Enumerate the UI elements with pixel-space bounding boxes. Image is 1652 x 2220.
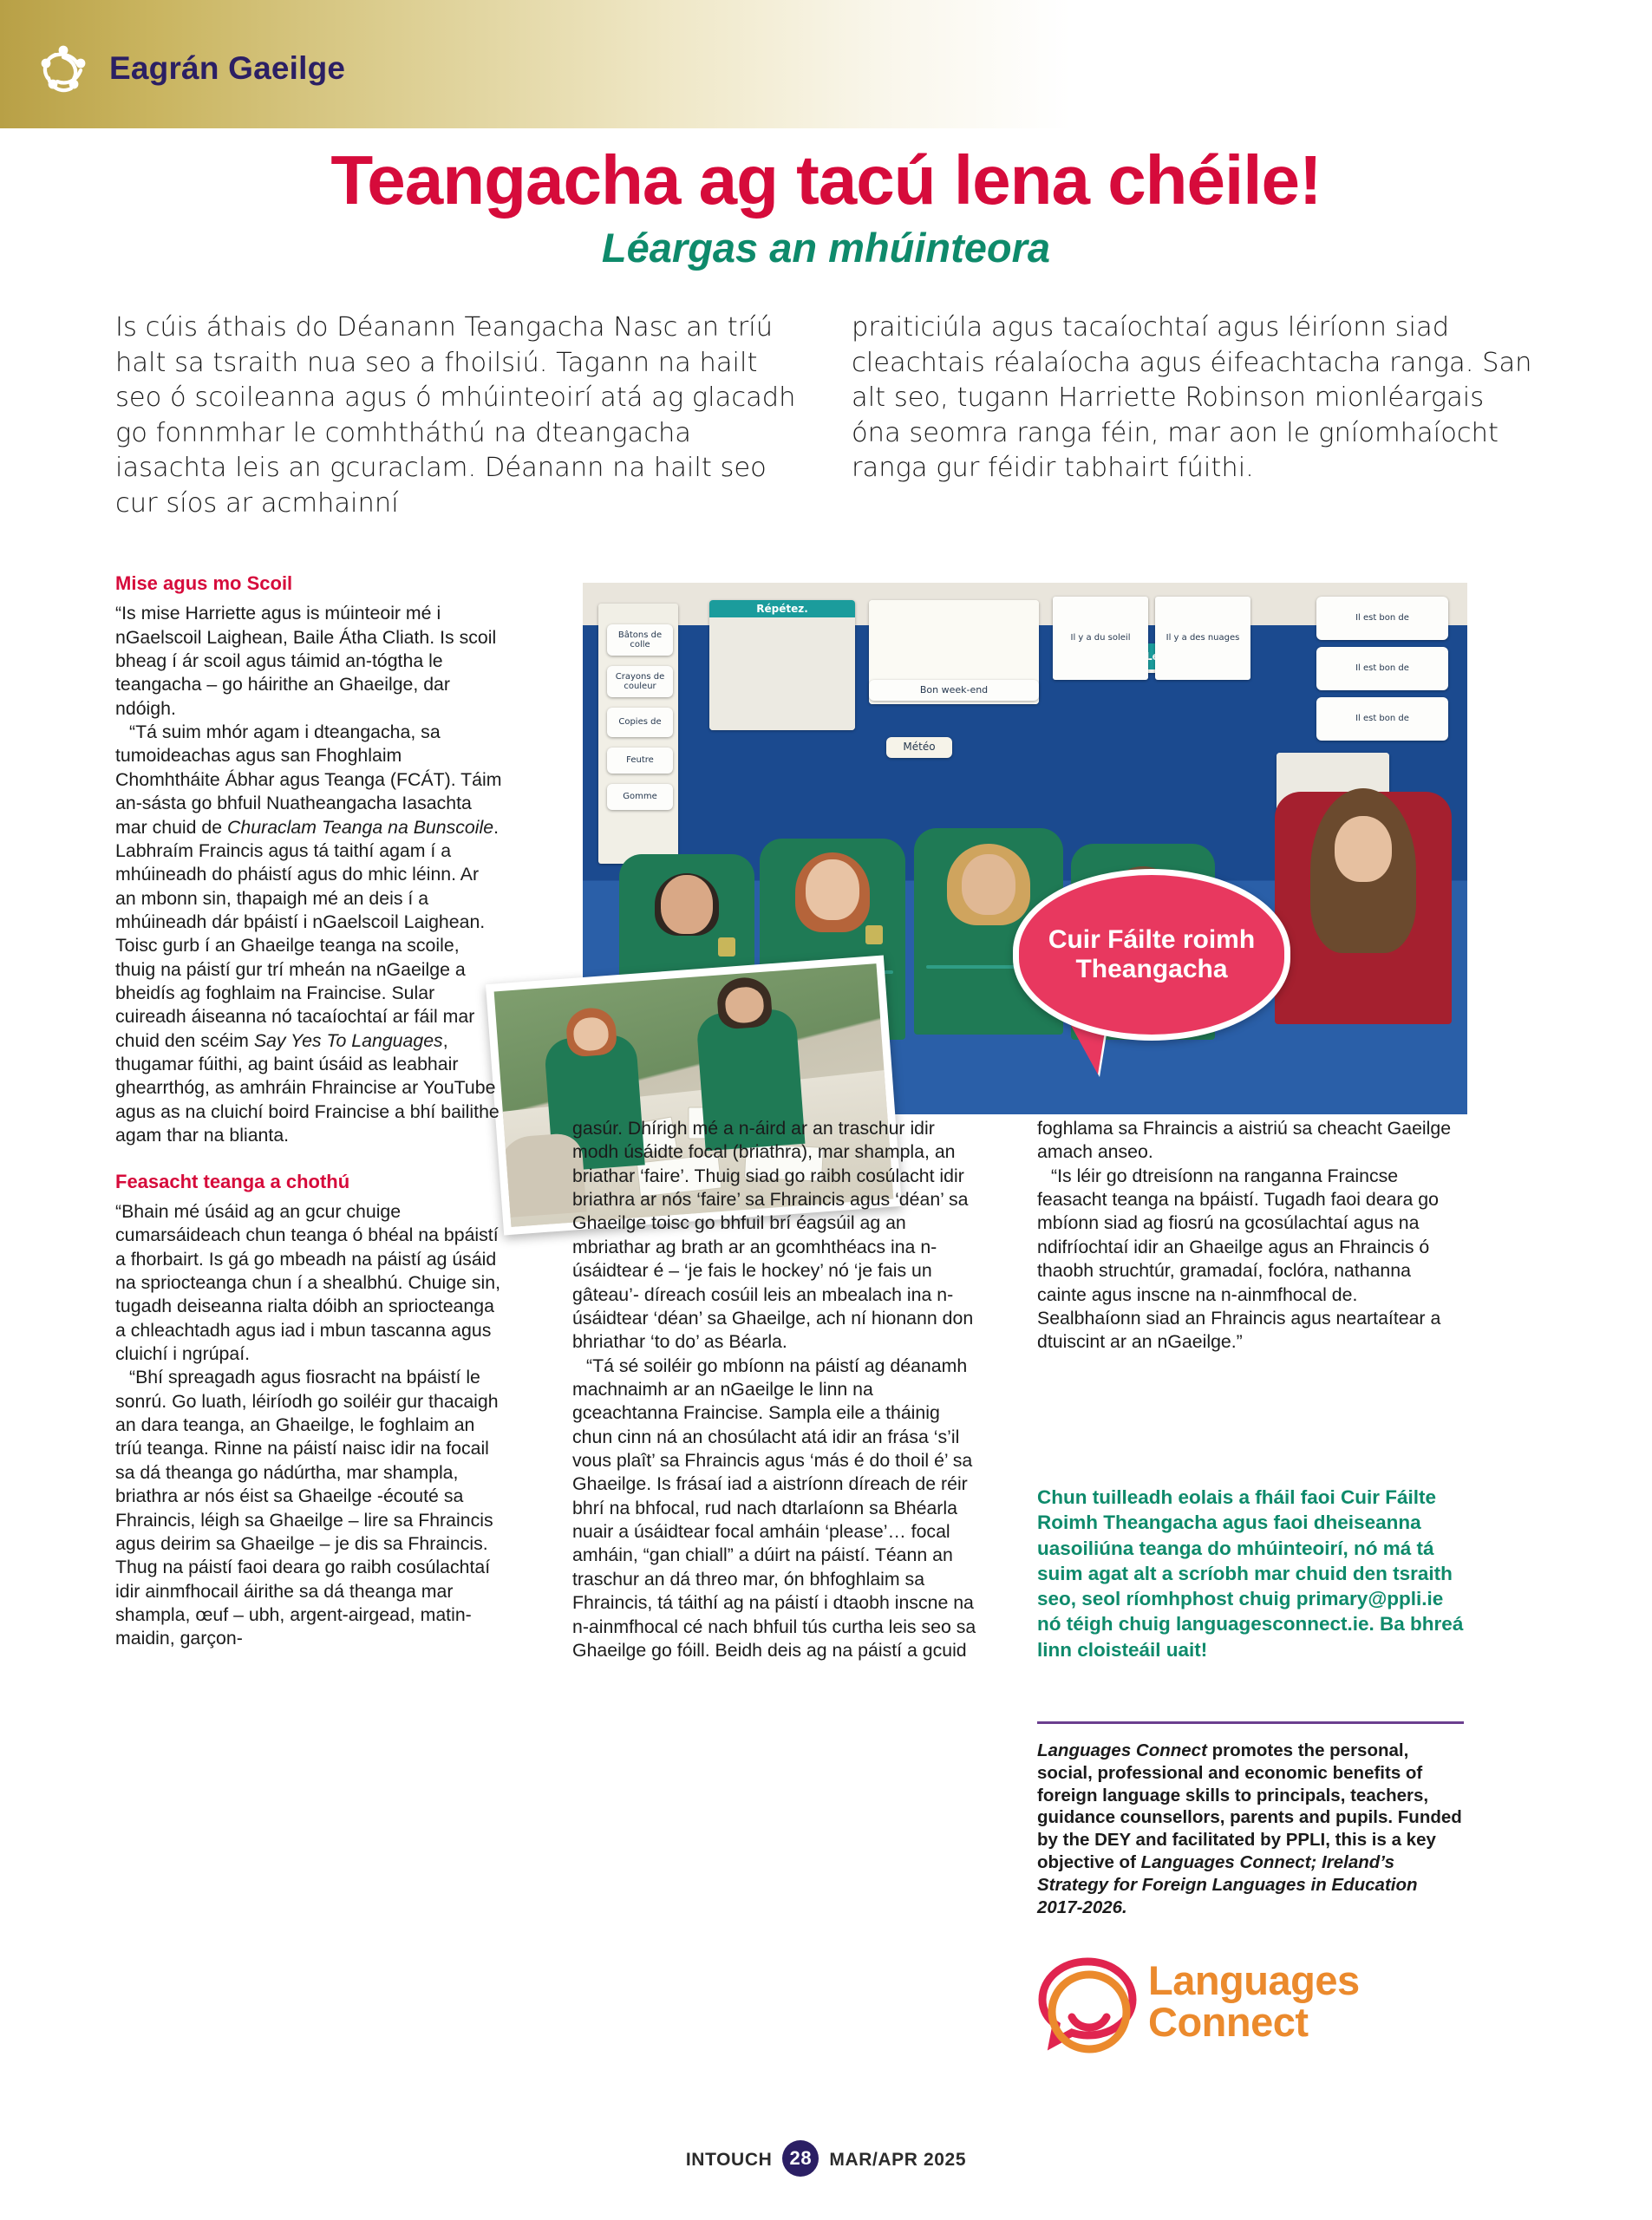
section-heading-2: Feasacht teanga a chothú [115, 1170, 350, 1192]
header-banner [0, 0, 1071, 128]
promo-text [1037, 1740, 1464, 1919]
intro-block [115, 310, 1536, 521]
logo-line-1: Languages [1148, 1957, 1360, 2003]
italic-title: Say Yes To Languages [253, 1029, 443, 1051]
promo-lead: Languages Connect [1037, 1740, 1207, 1760]
paragraph [115, 721, 503, 1147]
board-card: Gomme [607, 784, 673, 810]
board-panel-repetez: Répétez. [709, 600, 855, 730]
paragraph: “Bhí spreagadh agus fiosracht na bpáistí le sonrú. Go luath, léiríodh go soiléir gur thacaigh an dara teanga, an Ghaeilge, le foghlaim an tríú teanga. Rinne na páistí naisc idir na focail sa dá theanga go nádúrtha, mar shampla, briathra ar nós éist sa Ghaeilge -écouté sa Fhraincis, léigh sa Ghaeilge – lire sa Fhraincis agus deirim sa Ghaeilge – je dis sa Fhraincis. Thug na páistí faoi deara go raibh cosúlachtaí idir ainmfhocail áirithe sa dá theanga mar shampla, œuf – ubh, argent-airgead, matin-maidin, garçon- [115, 1367, 499, 1649]
paragraph: “Tá sé soiléir go mbíonn na páistí ag déanamh machnaimh ar an nGaeilge le linn na gceachtanna Fraincise. Sampla eile a tháinig chun cinn ná an chosúlacht atá idir an frása ‘s’il vous plaît’ sa Fhraincis agus ‘más é do thoil é’ sa Ghaeilge. Is frásaí iad a aistríonn díreach de réir bhrí na bhfocal, rud nach dtarlaíonn sa Bhéarla nuair a úsáidtear focal amháin ‘please’… focal amháin, “gan chiall” a dúirt na páistí. Téann an traschur an dá threo mar, ón bhfoghlaim sa Fhraincis, tá táithí ag na páistí i dtaobh inscne na n-ainmfhocal cé nach bhfuil tús curtha leis seo sa Ghaeilge go fóill. Beidh deis ag na páistí a gcuid [572, 1355, 976, 1661]
paragraph-part: , thugamar fúithi, ag baint úsáid as leabhair ghearrthóg, as amhráin Fhraincise ar YouTube agus as na cluichí boird Fraincise a bhí bailithe agam thar na blianta. [115, 1029, 500, 1146]
board-card: Feutre [607, 748, 673, 774]
board-card-right: Il est bon de [1316, 697, 1448, 741]
paragraph: foghlama sa Fhraincis a aistriú sa cheacht Gaeilge amach anseo. [1037, 1118, 1452, 1163]
promo-body: promotes the personal, social, professional and economic benefits of foreign language skills to principals, teachers, guidance counsellors, parents and pupils. Funded by the DEY and facilitated by PPLI, this is a key objective of [1037, 1740, 1462, 1873]
board-label-meteo: Météo [886, 737, 952, 758]
intro-paragraph-left: Is cúis áthais do Déanann Teangacha Nasc an tríú halt sa tsraith nua seo a fhoilsiú. Tagann na hailt seo ó scoileanna agus ó mhúinteoirí atá ag glacadh go fonnmhar le comhtháthú na dteangacha iasachta leis an gcuraclam. Déanann na hailt seo cur síos ar acmhainní [115, 312, 796, 519]
board-card: Copies de [607, 708, 673, 737]
logo-wordmark [1148, 1957, 1360, 2045]
section-heading-1: Mise agus mo Scoil [115, 572, 293, 594]
board-label-bon-weekend: Bon week-end [869, 680, 1039, 701]
footer-issue: MAR/APR 2025 [829, 2150, 967, 2170]
languages-connect-logo [1037, 1948, 1358, 2062]
body-column-2 [572, 1117, 980, 1662]
board-card: Crayons de couleur [607, 666, 673, 697]
paragraph-part: “Tá suim mhór agam i dteangacha, sa tumoideachas agus san Fhoghlaim Chomhtháite Ábhar agus Teanga (FCÁT). Táim an-sásta go bhfuil Nuatheangacha Iasachta mar chuid de [115, 722, 502, 838]
speech-bubble-sign: Cuir Fáilte roimh Theangacha [1013, 869, 1290, 1041]
footer-page-number: 28 [782, 2140, 819, 2177]
page-subtitle: Léargas an mhúinteora [601, 225, 1051, 271]
promo-tail: Languages Connect; Ireland’s Strategy for Foreign Languages in Education 2017-2026. [1037, 1852, 1418, 1917]
board-card-soleil: Il y a du soleil [1053, 597, 1148, 680]
banner-title: Eagrán Gaeilge [109, 50, 346, 86]
paragraph-part: . Labhraím Fraincis agus tá taithí agam í a mhúineadh do pháistí agus do mhic léinn. Ar an mbonn sin, thapaigh mé an deis í a mhúineadh dár bpáistí i nGaelscoil Laighean. Toisc gurb í an Ghaeilge teanga na scoile, thuig na páistí gur trí mheán na nGaeilge a bheidís ag foghlaim na Fraincise. Sular cuireadh áiseanna nó tacaíochtaí ar fáil mar chuid den scéim [115, 816, 499, 1051]
paragraph: “Is mise Harriette agus is múinteoir mé i nGaelscoil Laighean, Baile Átha Cliath. Is scoil bheag í ár scoil agus táimid an-tógtha le teangacha – go háirithe an Ghaeilge, dar ndóigh. [115, 603, 497, 719]
footer-publication: INTOUCH [685, 2150, 773, 2170]
italic-title: Churaclam Teanga na Bunscoile [227, 816, 494, 838]
teacher [1268, 792, 1459, 1114]
board-card-right: Il est bon de [1316, 647, 1448, 690]
circle-of-people-icon [36, 42, 90, 95]
logo-line-2: Connect [1148, 1998, 1309, 2045]
body-column-1 [115, 572, 503, 1651]
board-card-right: Il est bon de [1316, 597, 1448, 640]
callout-box: Chun tuilleadh eolais a fháil faoi Cuir Fáilte Roimh Theangacha agus faoi dheiseanna uasoiliúna teanga do mhúinteoirí, nó má tá suim agat alt a scríobh mar chuid den tsraith seo, seol ríomhphost chuig primary@ppli.ie nó téigh chuig languagesconnect.ie. Ba bhreá linn cloisteáil uait! [1037, 1486, 1464, 1661]
paragraph: “Bhain mé úsáid ag an gcur chuige cumarsáideach chun teanga ó bhéal na bpáistí a fhorbairt. Is gá go mbeadh na páistí ag úsáid na spriocteanga chun í a shealbhú. Chuige sin, tugadh deiseanna rialta dóibh an spriocteanga a chleachtadh agus iad i mbun tascanna agus cluichí i ngrúpaí. [115, 1200, 500, 1365]
board-card: Bâtons de colle [607, 624, 673, 656]
intro-paragraph-right: praiticiúla agus tacaíochtaí agus léiríonn siad cleachtais réalaíocha agus éifeachtacha ranga. San alt seo, tugann Harriette Robinson mionléargais óna seomra ranga féin, mar aon le gníomhaíocht ranga gur féidir tabhairt fúithi. [852, 312, 1532, 484]
paragraph: “Is léir go dtreisíonn na ranganna Fraincse feasacht teanga na bpáistí. Tugadh faoi deara go mbíonn siad ag fiosrú na gcosúlachtaí agus na ndifríochtaí idir an Ghaeilge agus an Fhraincis ó thaobh struchtúr, gramadaí, foclóra, nathanna cainte agus inscne na n-ainmfhocal de. Sealbhaíonn siad an Fhraincis agus neartaítear a dtuiscint ar an nGaeilge.” [1037, 1165, 1441, 1353]
divider-rule [1037, 1721, 1464, 1724]
body-column-3 [1037, 1117, 1464, 1355]
paragraph: gasúr. Dhírigh mé a n-áird ar an traschur idir modh úsáidte focal (briathra), mar shampla, an briathar ‘faire’. Thuig siad go raibh cosúlacht idir briathra ar nós ‘faire’ sa Fhraincis agus ‘déan’ sa Ghaeilge toisc go bhfuil brí éagsúil ag an mbriathar ag brath ar an gcomhthéacs ina n-úsáidtear é – ‘je fais le hockey’ nó ‘je fais un gâteau’- díreach cosúil leis an mbealach ina n-úsáidtear ‘déan’ sa Ghaeilge, ach ní hionann don bhriathar ‘to do’ as Béarla. [572, 1118, 974, 1353]
speech-bubble-smile-icon [1037, 1955, 1139, 2057]
page-footer [0, 2142, 1652, 2178]
page-title: Teangacha ag tacú lena chéile! [330, 141, 1322, 219]
board-card-nuages: Il y a des nuages [1155, 597, 1250, 680]
